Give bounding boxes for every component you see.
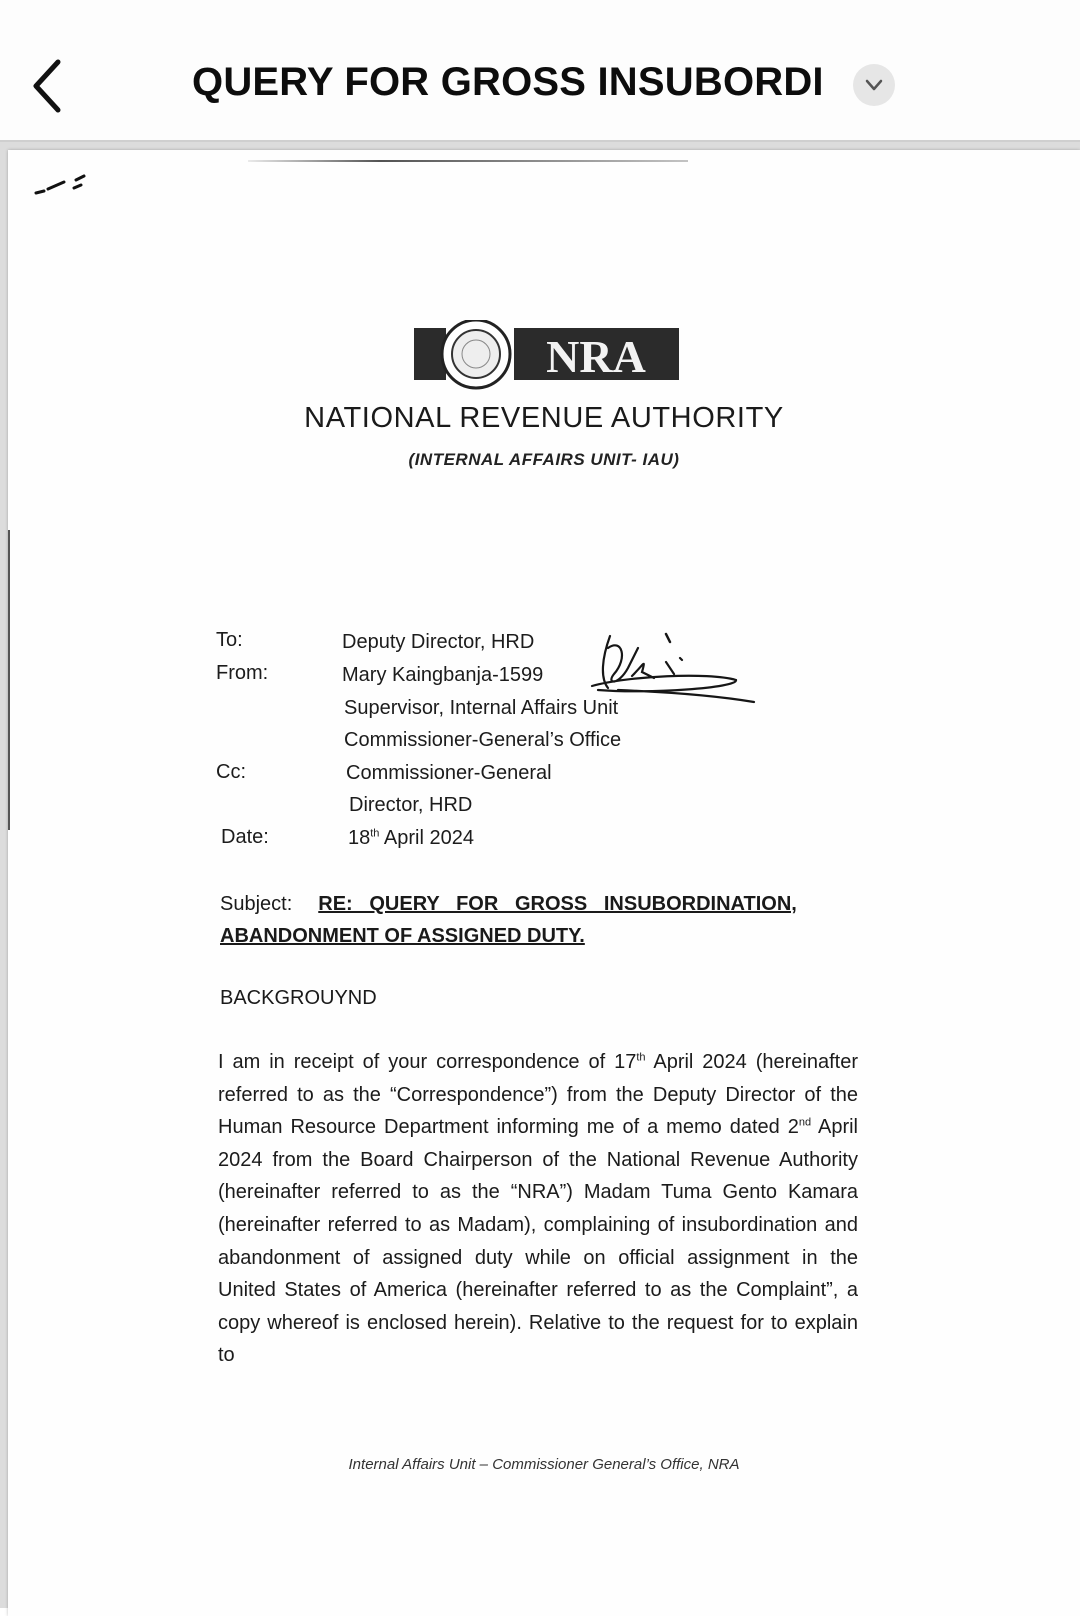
document-viewer[interactable] — [0, 142, 1080, 1608]
back-button[interactable] — [28, 52, 78, 122]
subject-text-line1: RE: QUERY FOR GROSS INSUBORDINATION, — [318, 893, 797, 915]
title-menu-button[interactable] — [853, 64, 895, 106]
chevron-down-icon — [864, 77, 884, 93]
signature — [588, 628, 768, 708]
svg-text:NRA: NRA — [546, 331, 646, 382]
subject-label: Subject: — [220, 893, 293, 915]
subject-line — [220, 888, 860, 952]
from-value: Mary Kaingbanja-1599 — [342, 664, 544, 686]
to-label: To: — [216, 629, 243, 651]
date-label: Date: — [221, 826, 269, 848]
cc-value-1: Commissioner-General — [346, 762, 552, 784]
cc-value-2: Director, HRD — [349, 794, 473, 816]
scan-edge — [8, 530, 10, 830]
pen-mark — [26, 168, 106, 208]
from-office: Commissioner-General’s Office — [344, 729, 622, 751]
to-value: Deputy Director, HRD — [342, 631, 535, 653]
document-title: QUERY FOR GROSS INSUBORDI — [192, 60, 824, 104]
organization-name: NATIONAL REVENUE AUTHORITY — [304, 402, 784, 434]
from-title: Supervisor, Internal Affairs Unit — [344, 697, 619, 719]
chevron-left-icon — [28, 52, 78, 122]
subject-text-line2: ABANDONMENT OF ASSIGNED DUTY. — [220, 925, 585, 947]
page-footer: Internal Affairs Unit – Commissioner General’s Office, NRA — [348, 1456, 740, 1473]
section-heading: BACKGROUYND — [220, 987, 377, 1009]
unit-name: (INTERNAL AFFAIRS UNIT- IAU) — [408, 450, 680, 469]
scan-line — [248, 160, 688, 162]
nra-logo — [414, 320, 684, 390]
document-page — [8, 150, 1080, 1616]
body-paragraph: I am in receipt of your correspondence of 17th April 2024 (hereinafter referred to as the “Correspondence”) from the Deputy Director of the Human Resource Department informing me of a memo dated 2nd April 2024 from the Board Chairperson of the National Revenue Authority (hereinafter referred to as the “NRA”) Madam Tuma Gento Kamara (hereinafter referred to as Madam), complaining of insubordination and abandonment of assigned duty while on official assignment in the United States of America (hereinafter referred to as the Complaint”, a copy whereof is enclosed herein). Relative to the request for to explain to — [218, 1051, 859, 1367]
top-bar — [0, 0, 1080, 142]
date-value: 18th April 2024 — [348, 827, 474, 849]
from-label: From: — [216, 662, 269, 684]
cc-label: Cc: — [216, 761, 246, 783]
